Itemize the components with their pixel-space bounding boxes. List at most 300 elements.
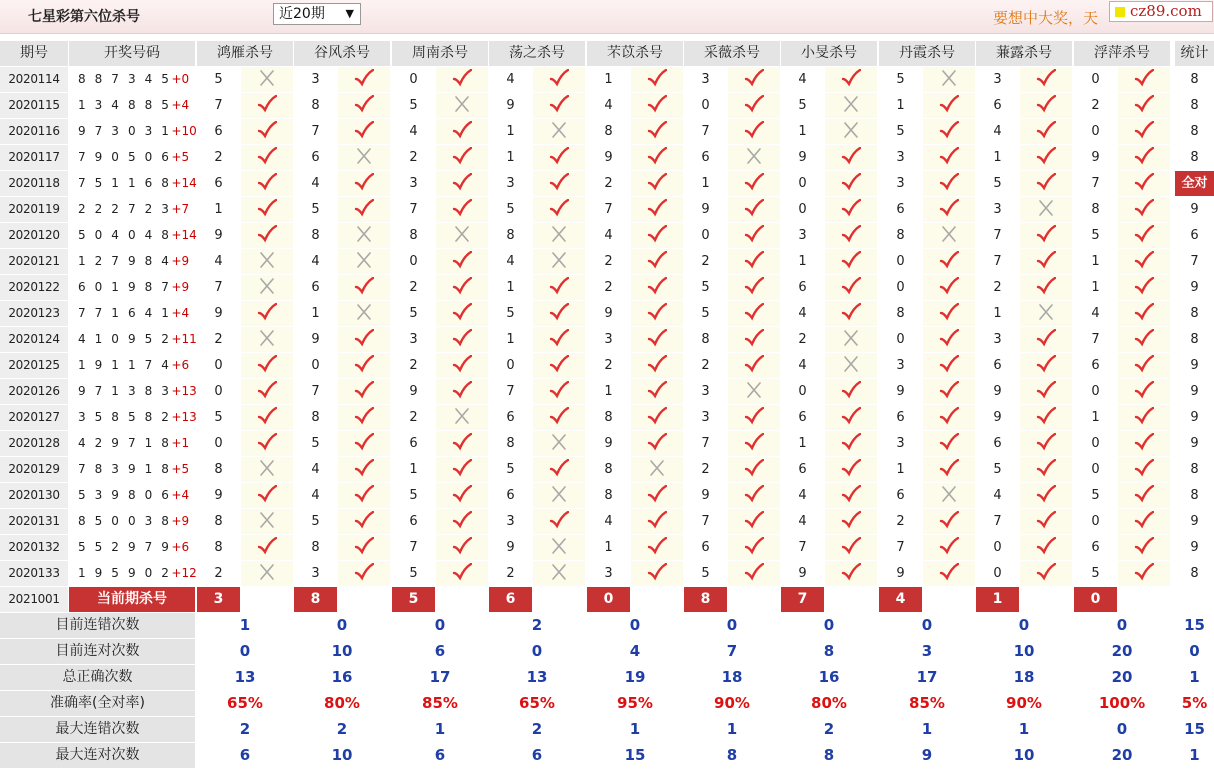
summary-value: 0 xyxy=(684,613,780,638)
result-mark-cell xyxy=(728,431,780,456)
current-kill-number: 8 xyxy=(684,587,727,612)
kill-number-cell: 2 xyxy=(587,275,630,300)
draw-numbers: 4 2 9 7 1 8 xyxy=(78,436,172,450)
table-header-row xyxy=(0,41,1214,67)
result-mark-cell xyxy=(241,561,293,586)
stat-cell: 9 xyxy=(1175,509,1214,534)
check-icon xyxy=(257,485,277,503)
check-icon xyxy=(744,95,764,113)
result-mark-cell xyxy=(1020,171,1072,196)
draw-numbers: 5 0 4 0 4 8 xyxy=(78,228,172,242)
check-icon xyxy=(354,277,374,295)
result-mark-cell xyxy=(631,93,683,118)
draw-numbers: 7 5 1 1 6 8 xyxy=(78,176,172,190)
draw-numbers-cell xyxy=(69,249,195,274)
kill-number-cell: 0 xyxy=(1074,457,1117,482)
check-icon xyxy=(647,147,667,165)
cross-icon xyxy=(841,121,861,139)
column-header-predictor: 鸿雁杀号 xyxy=(197,41,293,66)
check-icon xyxy=(939,381,959,399)
summary-value: 19 xyxy=(587,665,683,690)
result-mark-cell xyxy=(728,353,780,378)
kill-number-cell: 2 xyxy=(781,327,824,352)
table-row xyxy=(0,535,1214,561)
result-mark-cell xyxy=(241,353,293,378)
period-cell: 2020129 xyxy=(0,457,68,482)
summary-stat: 15 xyxy=(1175,613,1214,638)
draw-sum: +13 xyxy=(171,384,197,398)
result-mark-cell xyxy=(533,561,585,586)
result-mark-cell xyxy=(728,67,780,92)
summary-row xyxy=(0,639,1214,665)
draw-numbers-cell xyxy=(69,145,195,170)
result-mark-cell xyxy=(436,405,488,430)
check-icon xyxy=(452,563,472,581)
result-mark-cell xyxy=(533,171,585,196)
check-icon xyxy=(257,407,277,425)
stat-cell: 8 xyxy=(1175,483,1214,508)
check-icon xyxy=(841,251,861,269)
result-mark-cell xyxy=(241,145,293,170)
kill-number-cell: 5 xyxy=(392,301,435,326)
result-mark-cell xyxy=(825,561,877,586)
summary-value: 0 xyxy=(781,613,877,638)
result-mark-cell xyxy=(241,483,293,508)
cross-icon xyxy=(549,537,569,555)
kill-number-cell: 9 xyxy=(197,483,240,508)
kill-number-cell: 9 xyxy=(197,301,240,326)
draw-numbers: 6 0 1 9 8 7 xyxy=(78,280,172,294)
kill-number-cell: 9 xyxy=(294,327,337,352)
kill-number-cell: 8 xyxy=(489,223,532,248)
kill-number-cell: 4 xyxy=(587,223,630,248)
check-icon xyxy=(841,485,861,503)
kill-number-cell: 2 xyxy=(392,405,435,430)
check-icon xyxy=(1134,225,1154,243)
kill-number-cell: 1 xyxy=(587,379,630,404)
kill-number-cell: 6 xyxy=(781,275,824,300)
kill-number-cell: 1 xyxy=(392,457,435,482)
draw-sum: +4 xyxy=(171,98,190,112)
result-mark-cell xyxy=(923,353,975,378)
result-mark-cell xyxy=(631,431,683,456)
kill-number-cell: 3 xyxy=(976,197,1019,222)
result-mark-cell xyxy=(436,561,488,586)
result-mark-cell xyxy=(631,67,683,92)
table-row xyxy=(0,93,1214,119)
check-icon xyxy=(841,563,861,581)
draw-numbers: 8 8 7 3 4 5 xyxy=(78,72,172,86)
kill-number-cell: 1 xyxy=(1074,249,1117,274)
check-icon xyxy=(744,199,764,217)
check-icon xyxy=(452,537,472,555)
cross-icon xyxy=(939,225,959,243)
summary-value: 15 xyxy=(587,743,683,768)
period-cell: 2020120 xyxy=(0,223,68,248)
kill-number-cell: 9 xyxy=(684,483,727,508)
check-icon xyxy=(647,485,667,503)
kill-number-cell: 5 xyxy=(197,67,240,92)
kill-number-cell: 6 xyxy=(392,431,435,456)
check-icon xyxy=(1036,381,1056,399)
kill-number-cell: 9 xyxy=(489,535,532,560)
result-mark-cell xyxy=(338,509,390,534)
result-mark-cell xyxy=(338,483,390,508)
result-mark-cell xyxy=(1118,535,1170,560)
check-icon xyxy=(939,147,959,165)
kill-number-cell: 9 xyxy=(976,379,1019,404)
result-mark-cell xyxy=(533,197,585,222)
cross-icon xyxy=(549,251,569,269)
summary-value: 20 xyxy=(1074,639,1170,664)
cross-icon xyxy=(354,147,374,165)
kill-number-cell: 7 xyxy=(294,379,337,404)
kill-number-cell: 6 xyxy=(684,535,727,560)
current-kill-number: 6 xyxy=(489,587,532,612)
top-bar xyxy=(0,0,1214,34)
kill-number-cell: 1 xyxy=(879,457,922,482)
result-mark-cell xyxy=(923,249,975,274)
check-icon xyxy=(744,459,764,477)
result-mark-cell xyxy=(825,275,877,300)
summary-value: 16 xyxy=(294,665,390,690)
result-mark-cell xyxy=(728,197,780,222)
kill-number-cell: 0 xyxy=(781,171,824,196)
period-select[interactable] xyxy=(273,3,361,25)
result-mark-cell xyxy=(533,145,585,170)
result-mark-cell xyxy=(338,119,390,144)
check-icon xyxy=(257,355,277,373)
kill-number-cell: 9 xyxy=(197,223,240,248)
result-mark-cell xyxy=(923,561,975,586)
kill-number-cell: 9 xyxy=(587,145,630,170)
check-icon xyxy=(841,147,861,165)
check-icon xyxy=(647,355,667,373)
stat-cell: 9 xyxy=(1175,379,1214,404)
column-header-predictor: 小旻杀号 xyxy=(781,41,877,66)
result-mark-cell xyxy=(728,509,780,534)
kill-number-cell: 1 xyxy=(684,171,727,196)
result-mark-cell xyxy=(728,93,780,118)
check-icon xyxy=(1134,95,1154,113)
draw-sum: +6 xyxy=(171,540,190,554)
cross-icon xyxy=(549,225,569,243)
check-icon xyxy=(354,433,374,451)
kill-number-cell: 0 xyxy=(392,67,435,92)
summary-value: 80% xyxy=(294,691,390,716)
period-cell: 2020115 xyxy=(0,93,68,118)
result-mark-cell xyxy=(1118,223,1170,248)
check-icon xyxy=(841,225,861,243)
check-icon xyxy=(354,355,374,373)
result-mark-cell xyxy=(923,119,975,144)
kill-number-cell: 8 xyxy=(294,93,337,118)
kill-number-cell: 6 xyxy=(976,353,1019,378)
draw-numbers: 1 9 1 1 7 4 xyxy=(78,358,172,372)
kill-number-cell: 1 xyxy=(781,431,824,456)
kill-number-cell: 2 xyxy=(684,457,727,482)
check-icon xyxy=(647,329,667,347)
summary-row xyxy=(0,665,1214,691)
current-kill-number: 7 xyxy=(781,587,824,612)
current-kill-number: 4 xyxy=(879,587,922,612)
dropdown-arrow-icon: ▼ xyxy=(345,7,354,20)
stat-cell: 8 xyxy=(1175,327,1214,352)
kill-number-cell: 5 xyxy=(684,301,727,326)
result-mark-cell xyxy=(923,457,975,482)
check-icon xyxy=(647,225,667,243)
kill-number-cell: 5 xyxy=(781,93,824,118)
draw-numbers: 5 5 2 9 7 9 xyxy=(78,540,172,554)
check-icon xyxy=(1134,407,1154,425)
kill-number-cell: 4 xyxy=(489,249,532,274)
site-logo[interactable] xyxy=(1109,1,1213,22)
check-icon xyxy=(452,147,472,165)
kill-number-cell: 2 xyxy=(392,145,435,170)
stat-cell xyxy=(1175,171,1214,196)
result-mark-cell xyxy=(923,171,975,196)
current-kill-blank xyxy=(436,587,488,612)
result-mark-cell xyxy=(241,457,293,482)
draw-numbers-cell xyxy=(69,379,195,404)
current-kill-number: 8 xyxy=(294,587,337,612)
kill-number-cell: 0 xyxy=(294,353,337,378)
current-kill-blank xyxy=(241,587,293,612)
check-icon xyxy=(452,485,472,503)
current-kill-blank xyxy=(1020,587,1072,612)
current-kill-number: 1 xyxy=(976,587,1019,612)
kill-number-cell: 9 xyxy=(976,405,1019,430)
summary-value: 0 xyxy=(197,639,293,664)
result-mark-cell xyxy=(436,535,488,560)
result-mark-cell xyxy=(338,457,390,482)
check-icon xyxy=(452,329,472,347)
result-mark-cell xyxy=(728,457,780,482)
summary-stat: 5% xyxy=(1175,691,1214,716)
check-icon xyxy=(257,537,277,555)
kill-number-cell: 7 xyxy=(684,431,727,456)
cross-icon xyxy=(744,381,764,399)
period-cell: 2020132 xyxy=(0,535,68,560)
result-mark-cell xyxy=(436,93,488,118)
summary-value: 85% xyxy=(392,691,488,716)
check-icon xyxy=(1036,485,1056,503)
check-icon xyxy=(354,121,374,139)
check-icon xyxy=(452,433,472,451)
kill-number-cell: 1 xyxy=(489,145,532,170)
kill-number-cell: 7 xyxy=(976,509,1019,534)
summary-value: 6 xyxy=(392,743,488,768)
result-mark-cell xyxy=(631,353,683,378)
result-mark-cell xyxy=(338,171,390,196)
logo-text: cz89.com xyxy=(1130,2,1202,20)
table-row xyxy=(0,561,1214,587)
kill-number-cell: 4 xyxy=(294,171,337,196)
table-row xyxy=(0,483,1214,509)
period-cell: 2020122 xyxy=(0,275,68,300)
kill-number-cell: 0 xyxy=(1074,509,1117,534)
summary-label: 目前连对次数 xyxy=(0,639,195,664)
result-mark-cell xyxy=(1020,483,1072,508)
check-icon xyxy=(744,121,764,139)
kill-number-cell: 3 xyxy=(781,223,824,248)
result-mark-cell xyxy=(631,405,683,430)
kill-number-cell: 5 xyxy=(684,275,727,300)
summary-value: 0 xyxy=(976,613,1072,638)
result-mark-cell xyxy=(533,431,585,456)
result-mark-cell xyxy=(825,301,877,326)
result-mark-cell xyxy=(728,119,780,144)
kill-number-cell: 9 xyxy=(781,561,824,586)
draw-numbers: 9 7 1 3 8 3 xyxy=(78,384,172,398)
draw-sum: +5 xyxy=(171,462,190,476)
check-icon xyxy=(452,69,472,87)
stat-cell: 8 xyxy=(1175,145,1214,170)
result-mark-cell xyxy=(1118,275,1170,300)
kill-number-cell: 1 xyxy=(489,327,532,352)
check-icon xyxy=(939,329,959,347)
current-stat-cell xyxy=(1175,587,1214,612)
period-cell: 2020128 xyxy=(0,431,68,456)
check-icon xyxy=(257,303,277,321)
summary-stat: 1 xyxy=(1175,665,1214,690)
result-mark-cell xyxy=(436,119,488,144)
check-icon xyxy=(1036,563,1056,581)
check-icon xyxy=(1134,381,1154,399)
result-mark-cell xyxy=(728,483,780,508)
kill-number-cell: 8 xyxy=(294,535,337,560)
result-mark-cell xyxy=(1020,431,1072,456)
column-header-stat: 统计 xyxy=(1175,41,1214,66)
column-header-predictor: 芣苡杀号 xyxy=(587,41,683,66)
summary-value: 1 xyxy=(587,717,683,742)
draw-numbers: 9 7 3 0 3 1 xyxy=(78,124,172,138)
draw-numbers: 8 5 0 0 3 8 xyxy=(78,514,172,528)
result-mark-cell xyxy=(533,93,585,118)
check-icon xyxy=(939,355,959,373)
kill-number-cell: 7 xyxy=(489,379,532,404)
draw-numbers-cell xyxy=(69,301,195,326)
kill-number-cell: 9 xyxy=(879,561,922,586)
result-mark-cell xyxy=(1020,67,1072,92)
check-icon xyxy=(354,485,374,503)
kill-number-cell: 4 xyxy=(1074,301,1117,326)
kill-number-cell: 9 xyxy=(587,301,630,326)
table-row xyxy=(0,379,1214,405)
result-mark-cell xyxy=(436,457,488,482)
result-mark-cell xyxy=(923,145,975,170)
summary-value: 2 xyxy=(294,717,390,742)
summary-value: 90% xyxy=(684,691,780,716)
kill-number-cell: 4 xyxy=(781,483,824,508)
result-mark-cell xyxy=(1118,483,1170,508)
kill-number-cell: 5 xyxy=(684,561,727,586)
result-mark-cell xyxy=(241,327,293,352)
kill-number-cell: 4 xyxy=(781,353,824,378)
summary-value: 13 xyxy=(489,665,585,690)
result-mark-cell xyxy=(1020,145,1072,170)
result-mark-cell xyxy=(533,67,585,92)
result-mark-cell xyxy=(825,353,877,378)
kill-number-cell: 8 xyxy=(197,457,240,482)
result-mark-cell xyxy=(923,483,975,508)
check-icon xyxy=(1134,173,1154,191)
kill-number-cell: 9 xyxy=(489,93,532,118)
check-icon xyxy=(939,95,959,113)
draw-sum: +14 xyxy=(171,176,197,190)
all-correct-badge: 全对 xyxy=(1175,171,1214,196)
cross-icon xyxy=(452,225,472,243)
kill-number-cell: 0 xyxy=(684,93,727,118)
result-mark-cell xyxy=(923,535,975,560)
period-cell: 2020125 xyxy=(0,353,68,378)
kill-number-cell: 6 xyxy=(781,405,824,430)
result-mark-cell xyxy=(728,275,780,300)
kill-number-cell: 2 xyxy=(197,327,240,352)
result-mark-cell xyxy=(241,535,293,560)
kill-number-cell: 3 xyxy=(976,327,1019,352)
result-mark-cell xyxy=(533,535,585,560)
result-mark-cell xyxy=(631,145,683,170)
kill-number-cell: 6 xyxy=(879,197,922,222)
result-mark-cell xyxy=(728,379,780,404)
stat-cell: 9 xyxy=(1175,535,1214,560)
check-icon xyxy=(1036,355,1056,373)
result-mark-cell xyxy=(923,197,975,222)
draw-numbers: 7 7 1 6 4 1 xyxy=(78,306,172,320)
summary-value: 16 xyxy=(781,665,877,690)
result-mark-cell xyxy=(631,223,683,248)
check-icon xyxy=(257,225,277,243)
table-row xyxy=(0,145,1214,171)
cross-icon xyxy=(257,277,277,295)
summary-stat: 1 xyxy=(1175,743,1214,768)
kill-number-cell: 8 xyxy=(879,301,922,326)
column-header-predictor: 采薇杀号 xyxy=(684,41,780,66)
kill-number-cell: 6 xyxy=(976,431,1019,456)
kill-number-cell: 3 xyxy=(392,171,435,196)
draw-sum: +4 xyxy=(171,488,190,502)
kill-number-cell: 6 xyxy=(489,483,532,508)
check-icon xyxy=(354,69,374,87)
check-icon xyxy=(841,173,861,191)
cross-icon xyxy=(939,69,959,87)
kill-number-cell: 3 xyxy=(294,67,337,92)
check-icon xyxy=(841,303,861,321)
result-mark-cell xyxy=(533,301,585,326)
kill-number-cell: 8 xyxy=(587,457,630,482)
kill-number-cell: 4 xyxy=(781,509,824,534)
check-icon xyxy=(841,381,861,399)
summary-value: 0 xyxy=(1074,613,1170,638)
kill-number-cell: 7 xyxy=(294,119,337,144)
result-mark-cell xyxy=(631,301,683,326)
result-mark-cell xyxy=(338,93,390,118)
kill-number-cell: 0 xyxy=(781,379,824,404)
cross-icon xyxy=(1036,303,1056,321)
result-mark-cell xyxy=(1020,275,1072,300)
column-header-predictor: 荡之杀号 xyxy=(489,41,585,66)
result-mark-cell xyxy=(436,353,488,378)
table-row xyxy=(0,509,1214,535)
kill-number-cell: 9 xyxy=(879,379,922,404)
check-icon xyxy=(647,95,667,113)
summary-value: 65% xyxy=(489,691,585,716)
check-icon xyxy=(744,303,764,321)
result-mark-cell xyxy=(241,93,293,118)
summary-stat: 15 xyxy=(1175,717,1214,742)
result-mark-cell xyxy=(825,119,877,144)
